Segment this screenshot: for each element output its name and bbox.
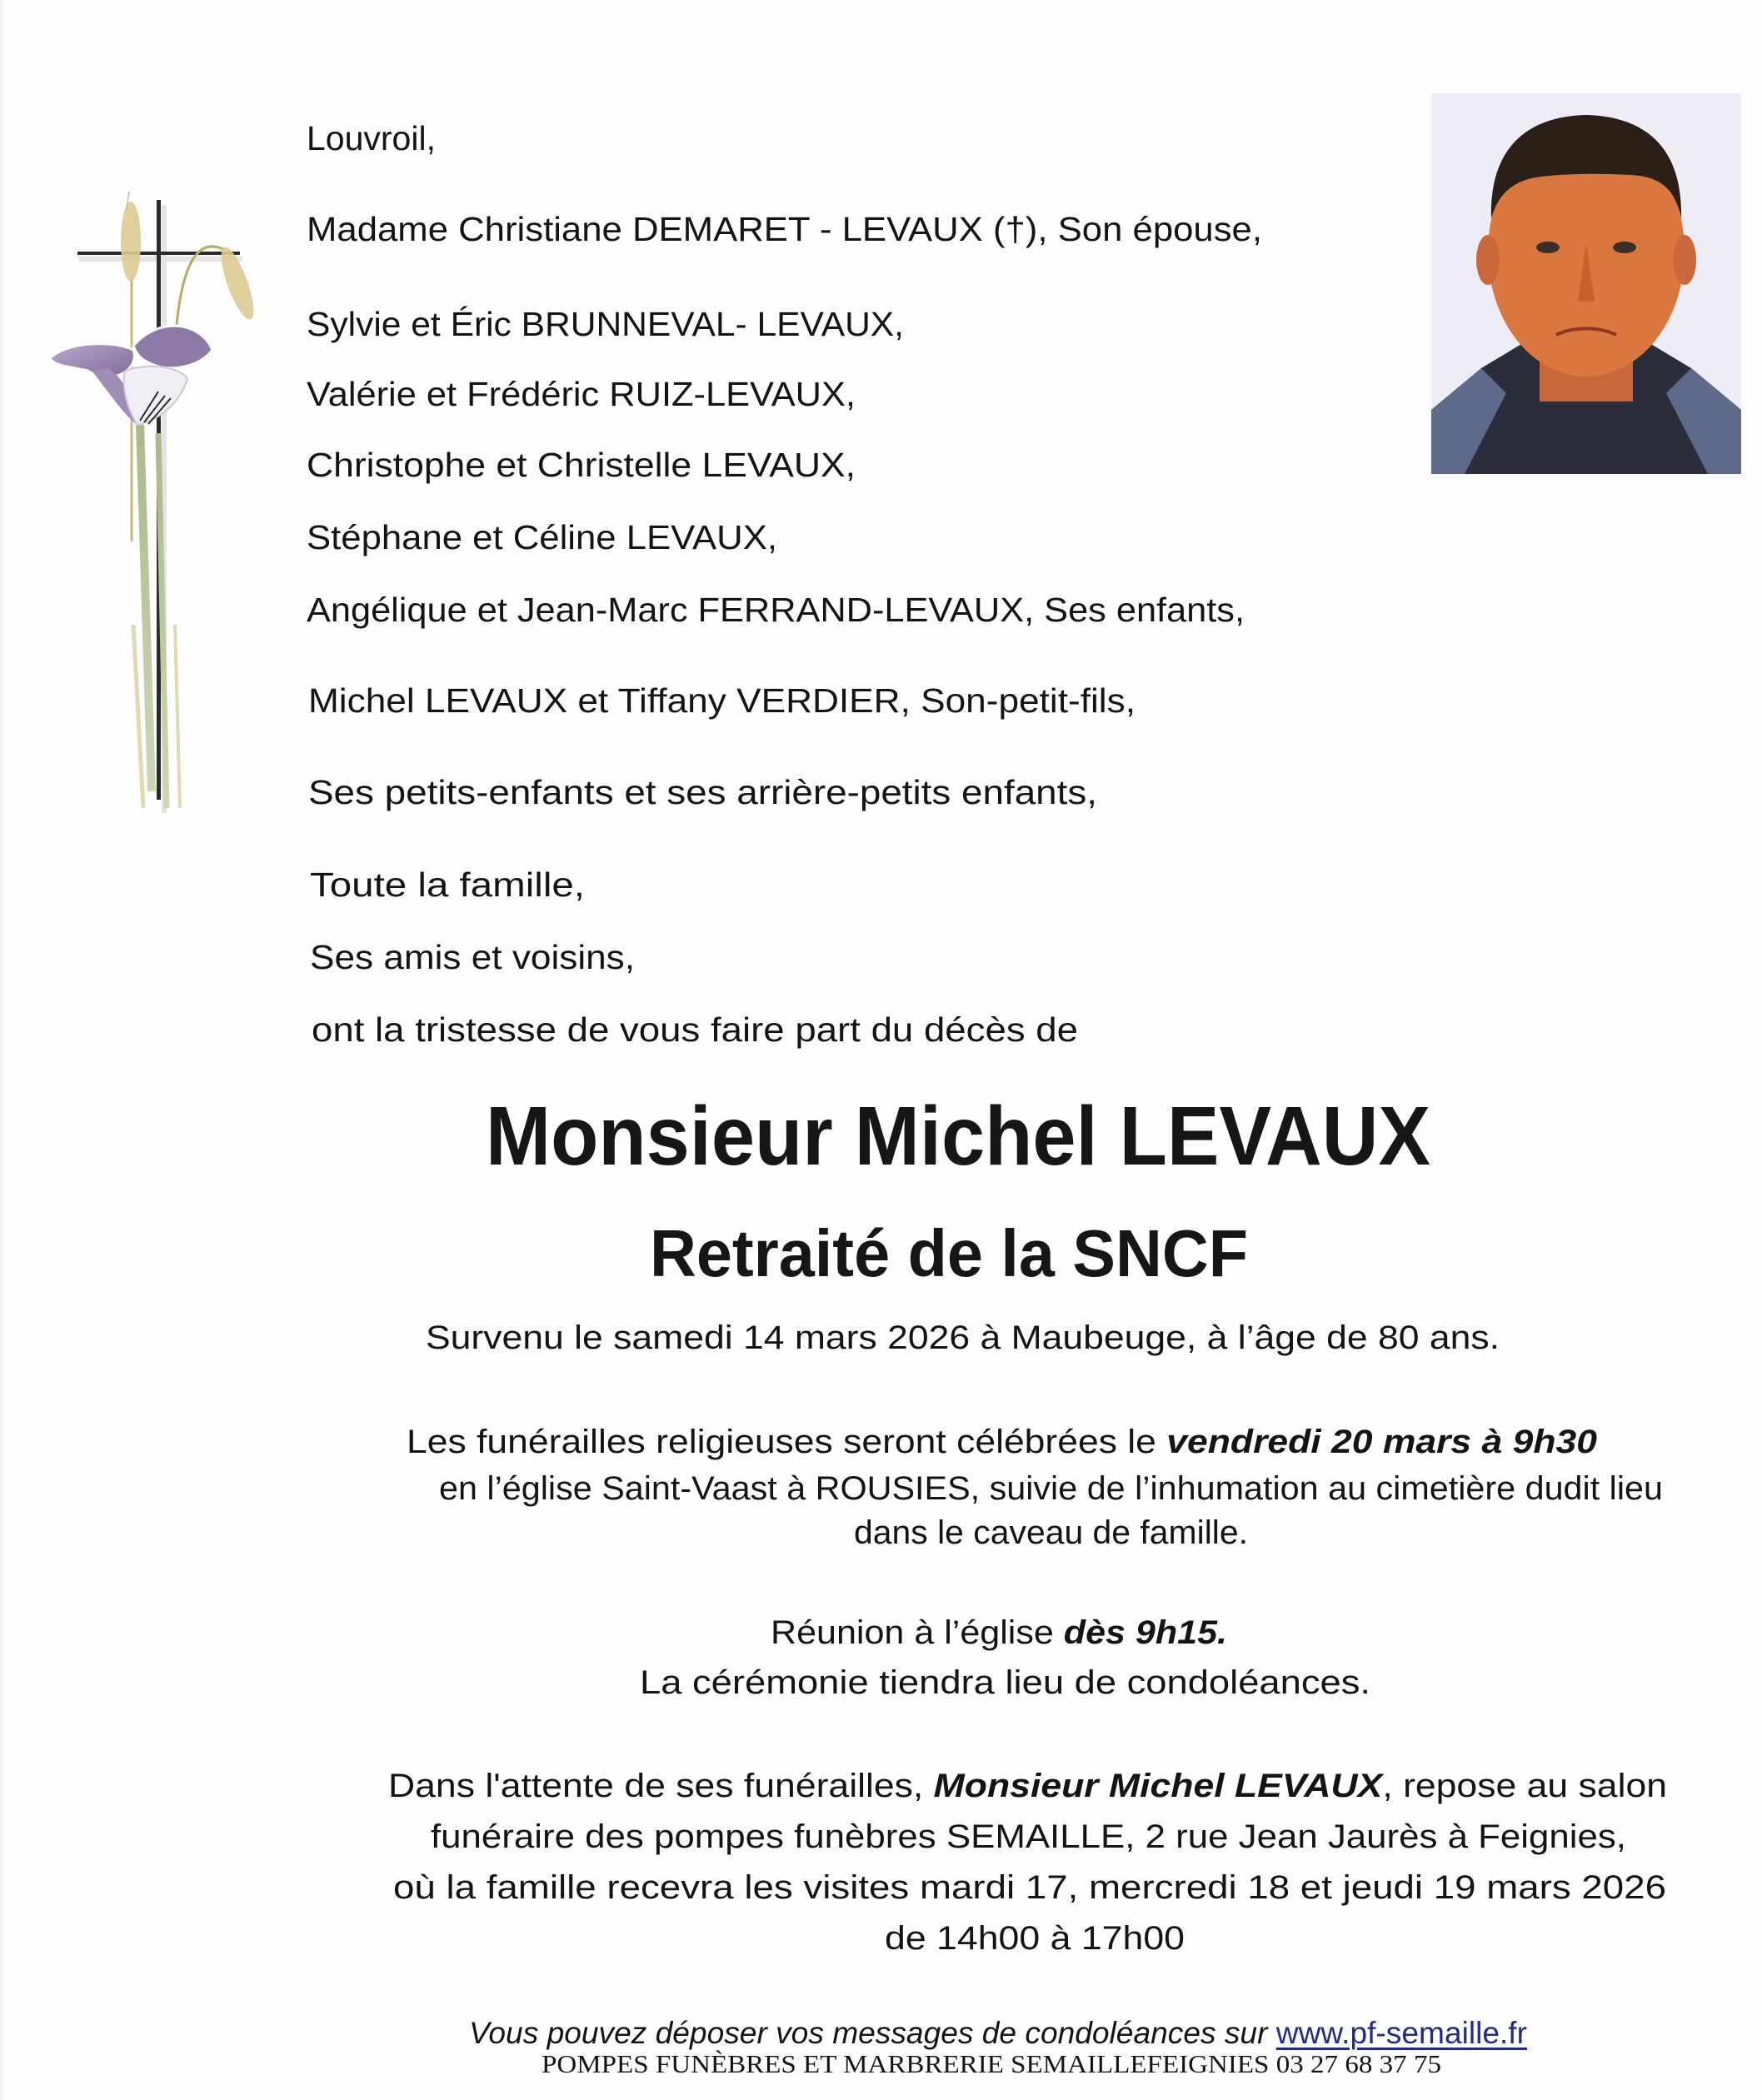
lily-petal-left [50,344,134,377]
visitation-line-2 [431,1818,1626,1855]
deceased-name-text: Monsieur Michel LEVAUX [486,1090,1430,1183]
footer-company-text: POMPES FUNÈBRES ET MARBRERIE SEMAILLEFEIGNIES 03 27 68 37 75 [542,2049,1441,2078]
gathering-text: Réunion à l’église [771,1614,1064,1651]
visitation-line-1 [388,1768,1667,1804]
family-line-child [307,518,777,556]
deceased-title-text: Retraité de la SNCF [650,1216,1248,1290]
scan-edge [0,0,5,2100]
death-info-text: Survenu le samedi 14 mars 2026 à Maubeuge, à l’âge de 80 ans. [426,1319,1500,1356]
funeral-burial-text: dans le caveau de famille. [854,1514,1248,1551]
family-line-friends [310,938,635,976]
funeral-line-3 [854,1514,1248,1551]
cross-lily-decoration-icon [33,192,283,841]
funeral-line-1 [407,1424,1597,1460]
wheat-right [215,244,260,323]
family-line-grandchildren [308,773,1097,811]
family-line-child [307,591,1245,629]
funeral-date-emphasis: vendredi 20 mars à 9h30 [1166,1424,1597,1460]
family-text: Sylvie et Éric BRUNNEVAL- LEVAUX, [307,305,904,343]
lily-petal-right [133,326,212,368]
funeral-text: Les funérailles religieuses seront célébrées le [407,1424,1167,1460]
family-line-spouse [307,210,1262,248]
portrait-icon [1431,93,1741,474]
footer-condolences [469,2016,1527,2050]
visitation-line-3 [393,1869,1666,1906]
deceased-name [486,1090,1493,1183]
website-link[interactable]: www.pf-semaille.fr [1275,2016,1527,2050]
family-line-child [307,446,856,484]
funeral-line-2 [439,1470,1663,1507]
death-info [426,1319,1500,1356]
gathering-line-1 [771,1614,1227,1651]
visitation-name-emphasis: Monsieur Michel LEVAUX [933,1768,1383,1804]
family-line-grandson [308,681,1136,720]
family-text: Stéphane et Céline LEVAUX, [307,518,777,556]
visitation-text: Dans l'attente de ses funérailles, [388,1768,934,1804]
funeral-location-text: en l’église Saint-Vaast à ROUSIES, suivie de l’inhumation au cimetière dudit lieu [439,1470,1663,1507]
footer-company [542,2049,1441,2078]
family-line-child [307,305,904,343]
family-text: Valérie et Frédéric RUIZ-LEVAUX, [307,375,856,413]
visitation-hours-text: de 14h00 à 17h00 [885,1920,1185,1957]
deceased-title [650,1216,1268,1290]
family-text: Ses amis et voisins, [310,938,635,976]
family-line-family [310,865,585,904]
family-text: Ses petits-enfants et ses arrière-petits enfants, [308,773,1097,811]
family-text: Angélique et Jean-Marc FERRAND-LEVAUX, Ses enfants, [307,591,1245,629]
cross-horizontal [77,252,240,255]
family-text: Christophe et Christelle LEVAUX, [307,446,856,484]
family-text: Toute la famille, [310,865,585,904]
visitation-dates-text: où la famille recevra les visites mardi 17, mercredi 18 et jeudi 19 mars 2026 [393,1869,1666,1906]
visitation-text: , repose au salon [1382,1768,1667,1804]
visitation-line-4 [885,1920,1185,1957]
family-line-child [307,375,856,413]
visitation-address-text: funéraire des pompes funèbres SEMAILLE, 2 rue Jean Jaurès à Feignies, [431,1818,1626,1855]
condolences-note: La cérémonie tiendra lieu de condoléances. [640,1664,1370,1701]
family-text: Madame Christiane DEMARET - LEVAUX (†), Son épouse, [307,210,1262,248]
family-text: Michel LEVAUX et Tiffany VERDIER, Son-petit-fils, [308,681,1136,720]
footer-condolences-text: Vous pouvez déposer vos messages de condoléances sur [469,2016,1276,2050]
gathering-time-emphasis: dès 9h15. [1063,1614,1227,1651]
family-text: ont la tristesse de vous faire part du décès de [312,1010,1078,1049]
portrait-photo [1431,93,1741,474]
wheat-left [121,202,141,282]
gathering-line-2 [640,1664,1370,1701]
announcement-line [312,1010,1078,1049]
place-line: Louvroil, [307,119,436,157]
